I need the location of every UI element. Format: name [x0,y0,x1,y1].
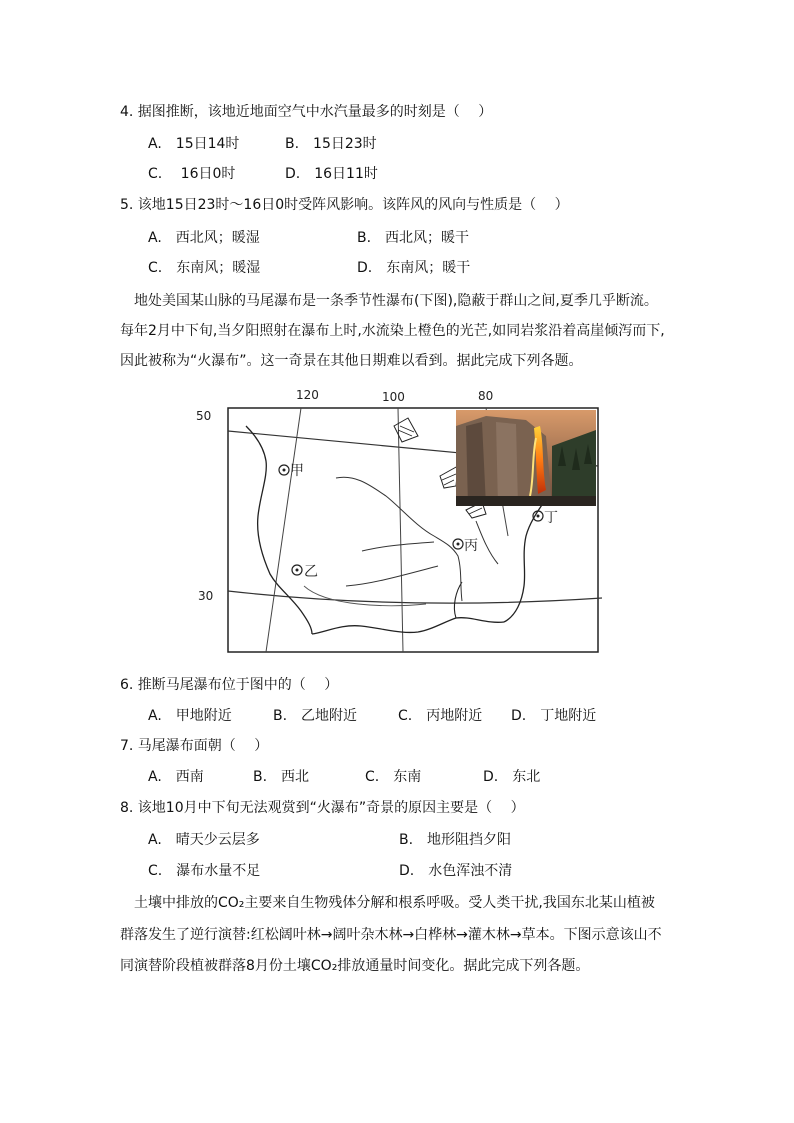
river-tributary-3 [476,521,498,564]
question-8-stem: 8. 该地10月中下旬无法观赏到“火瀑布”奇景的原因主要是（ ） [120,800,525,816]
question-5-stem: 5. 该地15日23时～16日0时受阵风影响。该阵风的风向与性质是（ ） [120,197,569,213]
place-label-yi: 乙 [304,564,318,580]
question-7-option-b: B. 西北 [253,769,310,785]
gulf-coastline [312,618,504,634]
question-8-option-c: C. 瀑布水量不足 [148,863,261,879]
longitude-line-100 [398,408,403,652]
place-label-jia: 甲 [290,463,304,479]
question-8-option-a: A. 晴天少云层多 [148,832,260,848]
place-label-ding: 丁 [544,510,558,526]
west-coastline [246,426,312,634]
passage-2-line-1: 土壤中排放的CO₂主要来自生物残体分解和根系呼吸。受人类干扰,我国东北某山植被 [120,895,655,911]
passage-2-line-2: 群落发生了逆行演替:红松阔叶林→阔叶杂木林→白桦林→灌木林→草本。下图示意该山不 [120,927,662,943]
longitude-label-120: 120 [296,388,319,402]
question-6-option-b: B. 乙地附近 [273,708,358,724]
longitude-label-80: 80 [478,389,494,403]
question-6-stem: 6. 推断马尾瀑布位于图中的（ ） [120,677,339,693]
longitude-line-120 [266,408,301,652]
passage-1-line-3: 因此被称为“火瀑布”。这一奇景在其他日期难以看到。据此完成下列各题。 [120,353,583,369]
lake-superior-hatch [398,426,414,436]
question-6-option-a: A. 甲地附近 [148,708,232,724]
question-7-option-d: D. 东北 [483,769,541,785]
question-8-option-b: B. 地形阻挡夕阳 [399,832,512,848]
place-marker-yi [292,564,318,580]
lake-erie-hatch [469,508,482,514]
question-4-option-a: A. 15日14时 [148,136,240,152]
firefall-photo [456,410,596,506]
question-7-option-a: A. 西南 [148,769,204,785]
latitude-label-30: 30 [198,589,214,603]
passage-1-line-1: 地处美国某山脉的马尾瀑布是一条季节性瀑布(下图),隐蔽于群山之间,夏季几乎断流。 [120,293,658,309]
question-7-option-c: C. 东南 [365,769,422,785]
question-4-option-d: D. 16日11时 [285,166,378,182]
question-5-option-a: A. 西北风；暖湿 [148,230,260,246]
lake-superior [394,418,418,442]
question-8-option-d: D. 水色浑浊不清 [399,863,513,879]
place-label-bing: 丙 [464,538,478,554]
question-7-stem: 7. 马尾瀑布面朝（ ） [120,738,269,754]
latitude-line-30 [228,591,602,603]
lake-michigan-hatch [442,474,456,485]
question-4-stem: 4. 据图推断，该地近地面空气中水汽量最多的时刻是（ ） [120,104,493,120]
river-main [336,477,462,601]
waterfall-location-map [186,386,606,658]
place-marker-jia [279,463,304,479]
latitude-label-50: 50 [196,409,212,423]
question-5-option-d: D. 东南风；暖干 [357,260,471,276]
passage-2-line-3: 同演替阶段植被群落8月份土壤CO₂排放通量时间变化。据此完成下列各题。 [120,958,590,974]
question-5-option-c: C. 东南风；暖湿 [148,260,261,276]
question-4-option-b: B. 15日23时 [285,136,377,152]
question-5-option-b: B. 西北风；暖干 [357,230,470,246]
passage-1-line-2: 每年2月中下旬,当夕阳照射在瀑布上时,水流染上橙色的光芒,如同岩浆沿着高崖倾泻而下, [120,323,665,339]
question-4-option-c: C. 16日0时 [148,166,236,182]
question-6-option-d: D. 丁地附近 [511,708,597,724]
river-tributary-1 [362,542,434,551]
question-6-option-c: C. 丙地附近 [398,708,483,724]
longitude-label-100: 100 [382,390,405,404]
place-marker-bing [453,538,478,554]
river-tributary-2 [346,566,438,586]
